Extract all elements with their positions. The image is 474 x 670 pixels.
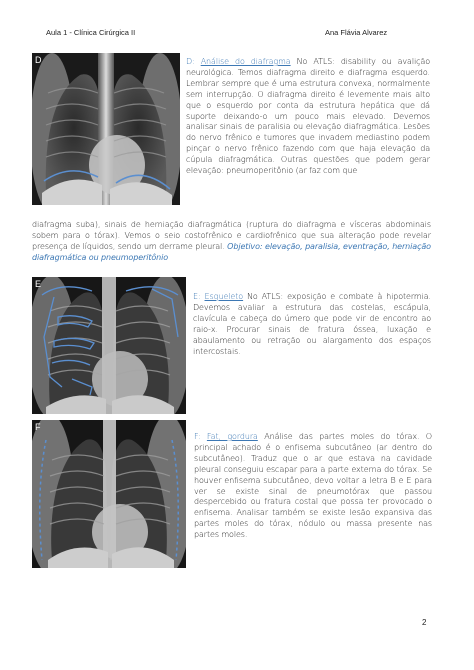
xray-image-fat [32,420,186,568]
section-lead: F: Fat, gordura [194,432,258,441]
xray-chest-f [32,420,186,568]
section-diaphragm-body: No ATLS: disability ou avalição neurológica. Temos diafragma direito e diafragma esquerdo. Lembrar sempre que é uma estrutura convexa, normalmente sem interrupção. O diafragma direito é levemente mais alto que o esquerdo por conta da estrutura hepática que dá suporte deixando-o um pouco mais elevado. Devemos analisar sinais de paralisia ou elevação diafragmática. Lesões do nervo frênico e tumores que invadem mediastino podem pinçar o nervo frênico fazendo com que haja elevação da cúpula diafragmática. Outras questões que podem gerar elevação: pneumoperitônio (ar faz com que [186,57,431,176]
section-fat-text [194,432,432,541]
section-fat-body: Análise das partes moles do tórax. O principal achado é o enfisema subcutâneo (ar dentro do subcutâneo). Traduz que o ar que estava na cavidade pleural conseguiu escapar para a parte externa do tórax. Se houver enfisema subcutâneo, devo voltar a letra B e E para ver se existe sinal de pneumotórax que passou despercebido ou fratura costal que possa ter provocado o enfisema. Analisar também se existe lesão expansiva das partes moles do tórax, nódulo ou massa presente nas partes moles. [194,432,432,540]
section-diaphragm-body-rest: diafragma suba), sinais de herniação diafragmática (ruptura do diafragma e vísceras abdominais sobem para o tórax). Vemos o seio costofrênico e cardiofrênico que sua alteração pode revelar presença de líquidos, sendo um derrame pleural. [32,220,431,251]
header-right: Ana Flávia Alvarez [325,28,388,37]
xray-chest-e [32,277,186,414]
page-number: 2 [422,618,427,627]
xray-image-skeleton [32,277,186,414]
xray-label: D [35,55,42,65]
section-diaphragm-text [186,57,430,207]
xray-label: E [35,279,42,289]
xray-chest-d [32,53,180,205]
section-diaphragm-continuation [32,220,431,264]
section-lead: E: Esqueleto [193,292,244,301]
xray-label: F [35,422,41,432]
header-left: Aula 1 - Clínica Cirúrgica II [46,28,136,37]
section-lead: D: Análise do diafragma [186,57,291,66]
xray-image-diaphragm [32,53,180,205]
section-skeleton-text [193,292,431,357]
section-skeleton-body: No ATLS: exposição e combate à hipotermia. Devemos avaliar a estrutura das costelas, escápula, clavícula e cabeça do úmero que pode vir de encontro ao raio-x. Procurar sinais de fratura óssea, luxação e abaulamento ou retração ou alargamento dos espaços intercostais. [193,292,431,356]
section-objective: Objetivo: elevação, paralisia, eventração, herniação diafragmática ou pneumoperitônio [32,241,431,262]
